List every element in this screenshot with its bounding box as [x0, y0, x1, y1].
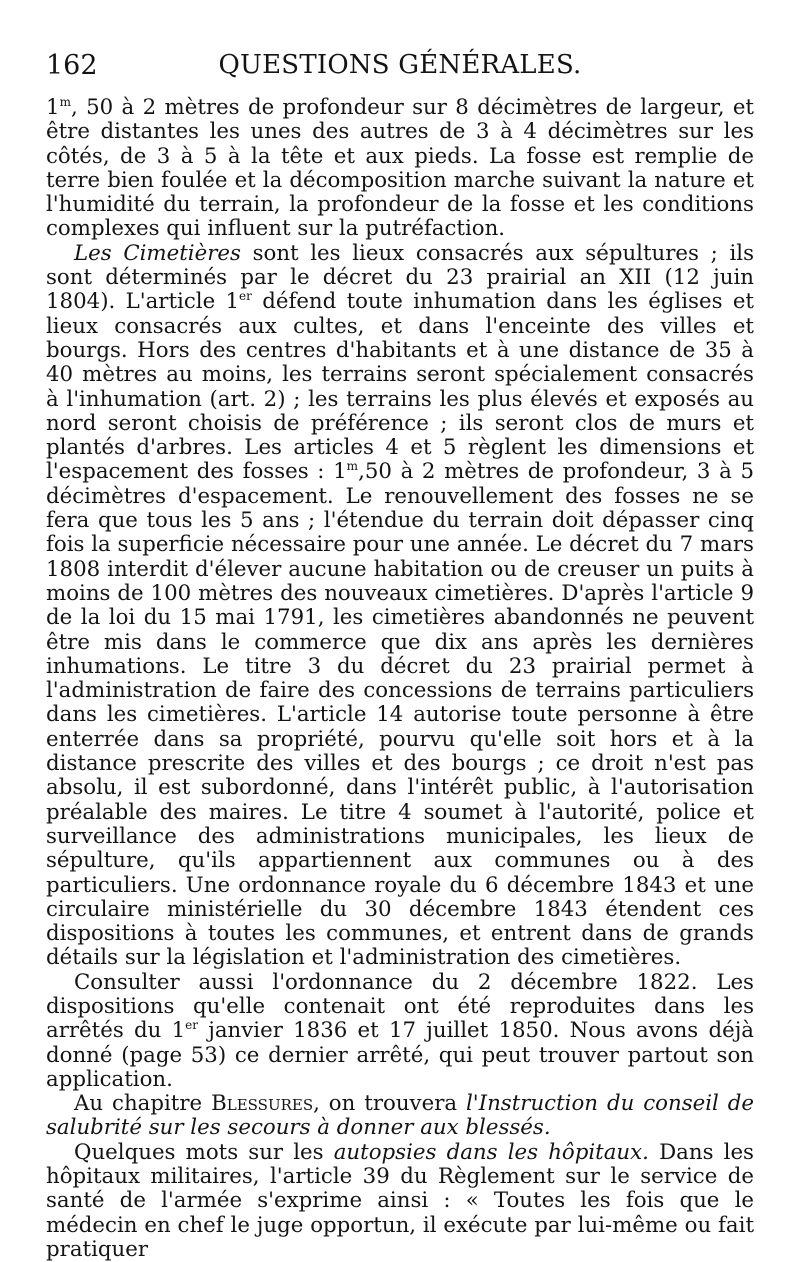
italic-title: l'Instruction du conseil de salubrité sur les secours à donner aux blessés.	[46, 1091, 755, 1141]
text-run: , 50 à 2 mètres de profondeur sur 8 décimètres de largeur, et être distantes les unes des autres de 3 à 4 décimètres sur les côtés, de 3 à 5 à la tête et aux pieds. La fosse est remplie de terre bien foulée et la décomposition marche suivant la nature et l'humidité du terrain, la profondeur de la fosse et les conditions complexes qui influent sur la putréfaction.	[46, 95, 754, 242]
superscript: er	[185, 1018, 198, 1033]
superscript: m	[59, 95, 71, 109]
text-run: Au chapitre	[74, 1091, 212, 1117]
superscript: er	[239, 289, 252, 304]
italic-term: Les Cimetières	[74, 240, 241, 266]
running-title: QUESTIONS GÉNÉRALES.	[218, 50, 582, 80]
paragraph-cimetieres	[46, 242, 754, 971]
body-text	[46, 96, 754, 1262]
italic-term: autopsies dans les hôpitaux.	[333, 1139, 649, 1165]
text-run: 1	[46, 95, 60, 120]
superscript: m	[346, 459, 359, 474]
text-run: défend toute inhumation dans les églises et lieux consacrés aux cultes, et dans l'enceinte des villes et bourgs. Hors des centres d'habitants et à une distance de 35 à 40 mètres au moins, les terrains seront spécialement consacrés à l'inhumation (art. 2) ; les terrains les plus élevés et exposés au nord seront choisis de préférence ; ils seront clos de murs et plantés d'arbres. Les articles 4 et 5 règlent les dimensions et l'espacement des fosses : 1	[46, 289, 754, 485]
page-header	[46, 44, 754, 84]
text-run: ,50 à 2 mètres de profondeur, 3 à 5 décimètres d'espacement. Le renouvellement des fosses ne se fera que tous les 5 ans ; l'étendue du terrain doit dépasser cinq fois la superficie nécessaire pour une année. Le décret du 7 mars 1808 interdit d'élever aucune habitation ou de creuser un puits à moins de 100 mètres des nouveaux cimetières. D'après l'article 9 de la loi du 15 mai 1791, les cimetières abandonnés ne peuvent être mis dans le commerce que dix ans après les dernières inhumations. Le titre 3 du décret du 23 prairial permet à l'administration de faire des concessions de terrains particuliers dans les cimetières. L'article 14 autorise toute personne à être enterrée dans sa propriété, pourvu qu'elle soit hors et à la distance prescrite des villes et des bourgs ; ce droit n'est pas absolu, il est subordonné, dans l'intérêt public, à l'autorisation préalable des maires. Le titre 4 soumet à l'autorité, police et surveillance des administrations municipales, les lieux de sépulture, qu'ils appartiennent aux communes ou à des particuliers. Une ordonnance royale du 6 décembre 1843 et une circulaire ministérielle du 30 décembre 1843 étendent ces dispositions à toutes les communes, et entrent dans de grands détails sur la législation et l'administration des cimetières.	[46, 459, 754, 971]
paragraph-autopsies	[46, 1141, 754, 1262]
small-caps-term: Blessures	[211, 1091, 314, 1117]
paragraph-consulter	[46, 971, 754, 1092]
text-run: sont les lieux consacrés aux sépultures ; ils sont déterminés par le décret du 23 prairial an XII (12 juin 1804). L'article 1	[46, 240, 754, 315]
text-run: , on trouvera	[313, 1091, 466, 1117]
text-run: Dans les hôpitaux militaires, l'article 39 du Règlement sur le service de santé de l'armée s'exprime ainsi : « Toutes les fois que le médecin en chef le juge opportun, il exécute par lui-même ou fait pratiquer	[46, 1139, 754, 1262]
paragraph-blessures	[46, 1092, 754, 1141]
paragraph-continuation	[46, 96, 754, 242]
text-run: Consulter aussi l'ordonnance du 2 décembre 1822. Les dispositions qu'elle contenait ont été reproduites dans les arrêtés du 1	[46, 969, 754, 1044]
text-run: janvier 1836 et 17 juillet 1850. Nous avons déjà donné (page 53) ce dernier arrêté, qui peut trouver partout son application.	[46, 1018, 754, 1092]
page-number: 162	[46, 50, 98, 81]
text-run: Quelques mots sur les	[74, 1139, 334, 1165]
